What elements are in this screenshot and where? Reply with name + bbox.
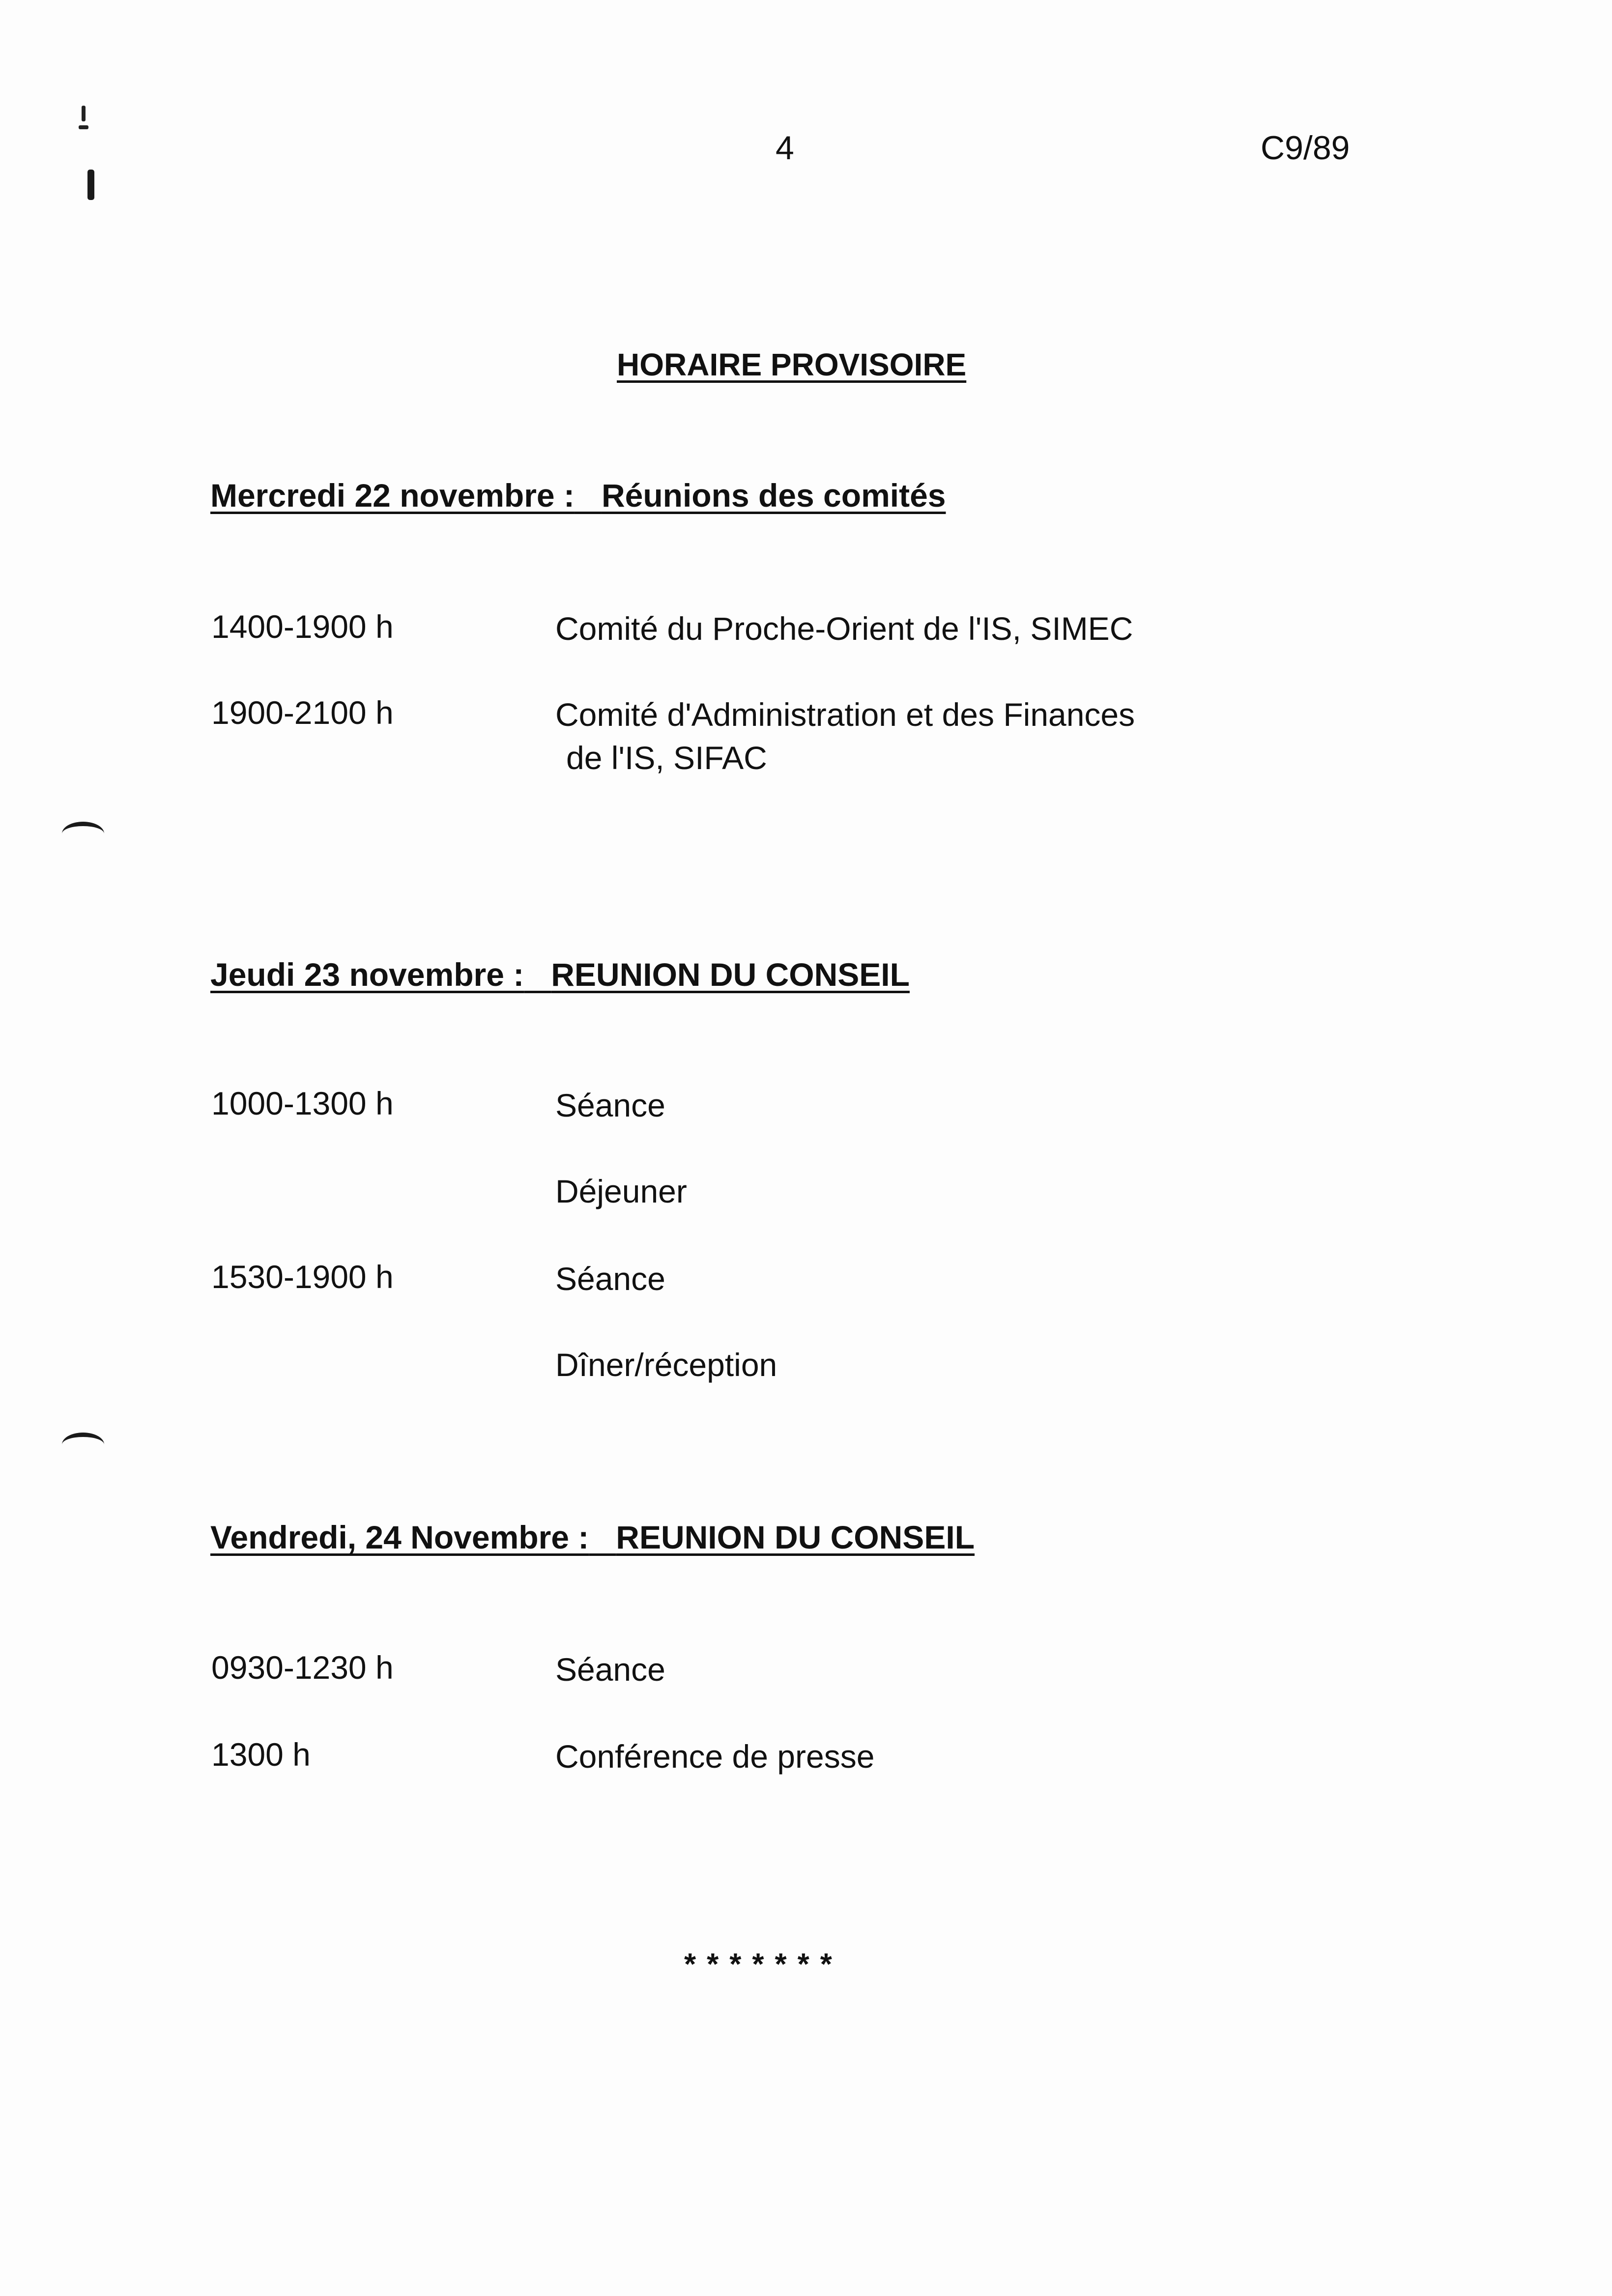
schedule-description [555, 607, 1133, 650]
schedule-description [555, 1343, 777, 1386]
schedule-description-line: Comité du Proche-Orient de l'IS, SIMEC [555, 610, 1133, 647]
schedule-description-line: Déjeuner [555, 1173, 687, 1209]
day-heading-event: REUNION DU CONSEIL [616, 1519, 975, 1555]
day-heading-wednesday [210, 477, 946, 514]
schedule-time: 1900-2100 h [211, 694, 394, 731]
schedule-description-line: Dîner/réception [555, 1347, 777, 1383]
end-of-section-marker: ******* [684, 1948, 843, 1981]
punch-hole-icon [62, 1433, 104, 1457]
schedule-time: 1400-1900 h [211, 608, 394, 645]
day-heading-date: Vendredi, 24 Novembre : [210, 1519, 589, 1555]
schedule-time: 1000-1300 h [211, 1085, 394, 1121]
day-heading-event: Réunions des comités [601, 477, 946, 514]
schedule-time: 0930-1230 h [211, 1649, 394, 1686]
schedule-time: 1300 h [211, 1736, 311, 1773]
schedule-description-line: Séance [555, 1651, 665, 1688]
day-heading-thursday [210, 956, 910, 993]
day-heading-event: REUNION DU CONSEIL [551, 956, 910, 993]
schedule-description-line: Comité d'Administration et des Finances [555, 696, 1135, 733]
schedule-description [555, 693, 1135, 779]
schedule-time: 1530-1900 h [211, 1259, 394, 1295]
margin-bar-icon [87, 170, 94, 200]
schedule-description-line: Conférence de presse [555, 1738, 875, 1775]
page-number: 4 [776, 129, 794, 167]
schedule-description [555, 1170, 687, 1213]
schedule-description-line: Séance [555, 1261, 665, 1297]
schedule-description [555, 1735, 874, 1778]
schedule-description [555, 1257, 665, 1300]
day-heading-date: Mercredi 22 novembre : [210, 477, 575, 514]
day-heading-date: Jeudi 23 novembre : [210, 956, 524, 993]
punch-hole-icon [62, 822, 104, 846]
margin-mark-icon [78, 106, 88, 140]
schedule-description-line: de l'IS, SIFAC [566, 740, 767, 776]
page-title: HORAIRE PROVISOIRE [617, 347, 967, 382]
document-reference: C9/89 [1261, 129, 1350, 167]
schedule-description-line: Séance [555, 1087, 665, 1123]
schedule-description [555, 1648, 665, 1691]
day-heading-friday [210, 1519, 975, 1556]
schedule-description [555, 1084, 665, 1127]
